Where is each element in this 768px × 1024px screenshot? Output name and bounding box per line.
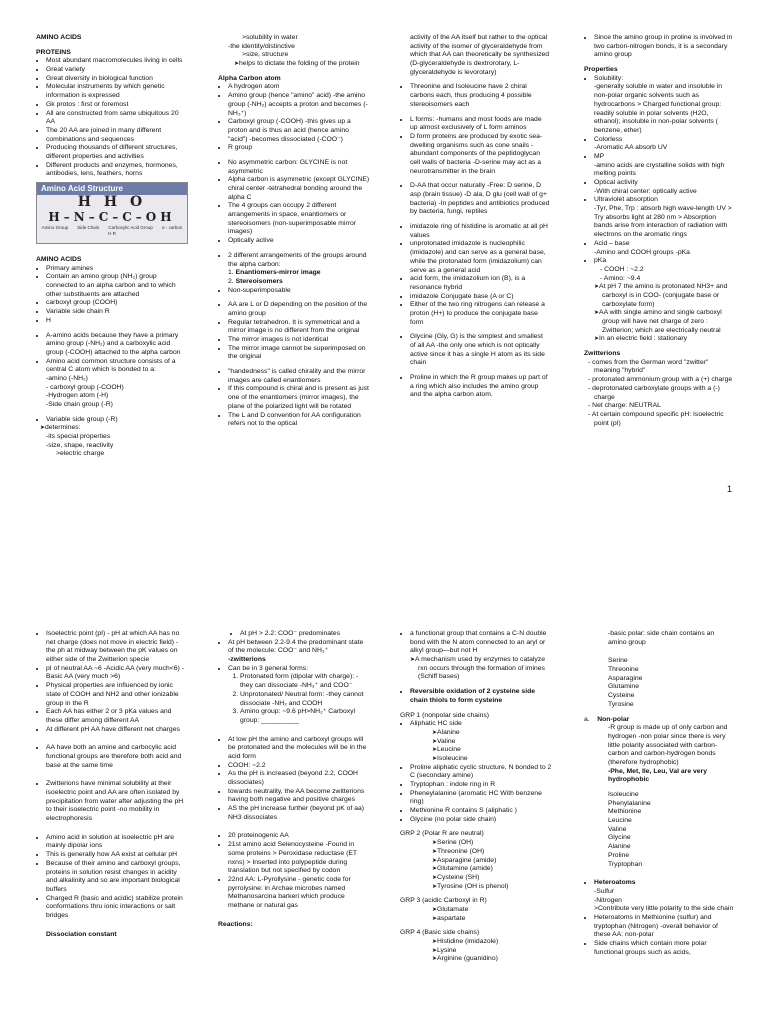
amino-acid-structure-figure (36, 182, 188, 244)
polar-list (584, 657, 734, 709)
list-item: • 20 proteinogenic AA (228, 832, 370, 841)
colorless-text: -Aromatic AA absorb UV (594, 144, 668, 152)
doc-title: AMINO ACIDS (36, 34, 82, 41)
arrangement-numbered (218, 269, 370, 286)
forms-list (400, 116, 550, 177)
list-item: • Primary amines (46, 265, 186, 274)
grp2-heading: GRP 2 (Polar R are neutral) (400, 830, 484, 838)
list-item: • A hydrogen atom (228, 83, 370, 92)
glycine-list (218, 159, 370, 246)
grp4-heading: GRP 4 (Basic side chains) (400, 929, 480, 937)
cysteine-list (400, 688, 552, 705)
aa-list-2 (36, 332, 186, 375)
nonsuper-list (218, 287, 370, 296)
p1-column-3 (400, 34, 550, 400)
ph-behaviour-list (218, 736, 370, 823)
text-line: >size, structure (242, 51, 289, 59)
list-item: • All are constructed from same ubiquitous 20 AA (46, 110, 186, 127)
list-item: ➤ Threonine (OH) (440, 848, 552, 857)
list-item: • pI of neutral AA ~6 -Acidic AA (very much<6) -Basic AA (very much >6) (46, 665, 186, 682)
list-item: • Producing thousands of different structures, different properties and activities (46, 144, 186, 161)
list-item: • As the pH is increased (beyond 2.2, COOH dissociates) (228, 770, 370, 787)
grp4-arrows (400, 938, 552, 964)
list-item: • Proline in which the R group makes up part of a ring which also includes the amino group and the alpha carbon atom. (410, 374, 550, 400)
list-item: ➤ Asparagine (amide) (440, 857, 552, 866)
pi-list (36, 630, 186, 734)
list-item: • L forms: -humans and most foods are made up almost exclusively of L form aminos (410, 116, 550, 133)
text-line: >solubility in water (242, 34, 298, 41)
list-item: • This is generally how AA exist at cellular pH (46, 851, 186, 860)
list-item: • Amino group (hence "amino" acid) -the amino group (-NH₂) accepts a proton and becomes (-NH₃⁺) (228, 92, 370, 118)
list-item: • Optically active (228, 237, 370, 246)
list-item: • Physical properties are influenced by ionic state of COOH and NH2 and other ionizable group in the R (46, 682, 186, 708)
zwitterions-list (584, 359, 734, 429)
list-item: • Great variety (46, 66, 186, 75)
solution-list (36, 834, 186, 921)
list-item: >Contribute very little polarity to the side chain (594, 905, 734, 913)
list-item (594, 136, 734, 153)
list-item: • Proline aliphatic cyclic structure, N bonded to 2 C (secondary amine) (410, 764, 552, 781)
hetero-items (584, 914, 734, 957)
pka-list (584, 266, 734, 283)
list-item: • Most abundant macromolecules living in cells (46, 57, 186, 66)
list-item: ➤ Glutamine (amide) (440, 865, 552, 874)
list-item: 3. Amino group: ~9.6 pH>NH₂⁺ Carboxyl group: __________ (240, 708, 370, 725)
optical-text: -With chiral center: optically active (594, 187, 697, 195)
acid-text: -Amino and COOH groups -pKa (594, 248, 690, 256)
list-item: >electric charge (56, 450, 105, 458)
list-item: Serine (608, 657, 628, 665)
grp1-heading: GRP 1 (nonpolar side chains) (400, 711, 490, 719)
handedness-list (218, 368, 370, 429)
list-item: -Side chain group (-R) (46, 401, 113, 408)
list-item: Glycine (608, 834, 631, 842)
threonine-list (400, 83, 550, 109)
list-item: ➤ Lysine (440, 947, 552, 956)
glycine-note (400, 333, 550, 368)
list-item: Valine (608, 825, 627, 833)
alpha-heading: Alpha Carbon atom (218, 74, 281, 82)
list-item: • AA have both an amine and carbocylic acid functional groups are therefore both acid and base at the same time (46, 744, 186, 770)
heteroatoms-list (584, 879, 734, 888)
heteroatoms-heading: • Heteroatoms (594, 879, 734, 888)
list-item: ➤ At pH 7 the amino is protonated NH3+ and carboxyl is in COO- (conjugate base or carboxylate form) (602, 283, 734, 309)
list-item: • Zwitterions have minimal solubility at their isoelectric point and AA are often isolated by precipitation from water after adjusting the pH to their isoelectric point -no mobility in electrophoresis (46, 780, 186, 823)
list-item: • Either of the two ring nitrogens can release a proton (H+) to produce the conjugate base form (410, 301, 550, 327)
properties-list (584, 75, 734, 266)
p2-column-2 (218, 630, 370, 929)
list-item: • At low pH the amino and carboxyl groups will be protonated and the molecules will be in the acid form (228, 736, 370, 762)
proline-note (400, 374, 550, 400)
aa-heading: AMINO ACIDS (36, 256, 82, 263)
item-letter: a. (584, 715, 590, 723)
imine-arrow (400, 656, 552, 682)
daa-list (400, 182, 550, 217)
number: 2. (228, 277, 234, 285)
list-item (594, 196, 734, 239)
list-item: Cysteine (608, 692, 635, 700)
list-item: • imidazole Conjugate base (A or C) (410, 293, 550, 302)
list-item: • The mirror images is not identical (228, 336, 370, 345)
list-item: • 2 different arrangements of the groups around the alpha carbon: (228, 252, 370, 269)
list-item (594, 179, 734, 196)
list-item: • acid form, the imidazolium ion (B), is a resonance hybrid (410, 275, 550, 292)
list-item (228, 269, 370, 278)
list-item: • 22nd AA: L-Pyrollysine - genetic code for pyrrolysine: in Archae microbes named Methanosarcina barkeri which produce methane or natural gas (228, 876, 370, 911)
list-item: ➤ helps to dictate the folding of the protein (242, 60, 370, 69)
list-item: • Can be in 3 general forms: (228, 665, 370, 674)
list-item: • The L and D convention for AA configuration refers not to the optical (228, 412, 370, 429)
zwitterion-solubility-list (36, 780, 186, 823)
p2-column-1 (36, 630, 186, 939)
list-item: • COOH: ~2.2 (228, 762, 370, 771)
list-item: - comes from the German word "zwitter" meaning "hybrid" (594, 359, 734, 376)
basic-polar-text: -basic polar: side chain contains an amino group (608, 630, 715, 646)
list-item: -amino (-NH₂) (46, 374, 88, 382)
nonpolar-bold: -Phe, Met, Ile, Leu, Val are very hydrophobic (608, 767, 707, 784)
list-item: • The 4 groups can occupy 2 different arrangements in space, enantiomers or stereoisomers (non-superimposable mirror images) (228, 202, 370, 237)
list-item: • H (46, 317, 186, 326)
list-item: • Contain an amino group (NH₂) group connected to an alpha carbon and to which other substituents are attached (46, 273, 186, 299)
list-item: • AA are L or D depending on the position of the amino group (228, 301, 370, 318)
list-item: • A-amino acids because they have a primary amino group (-NH₂) and a carboxylic acid group (-COOH) attached to the alpha carbon (46, 332, 186, 358)
list-item: • pKa (594, 257, 734, 266)
p2-column-4 (584, 630, 734, 957)
list-item: • Amino acid common structure consists of a central C atom which is bonded to a: (46, 358, 186, 375)
grp1-list (400, 720, 552, 729)
ph-between (218, 639, 370, 674)
list-item: ➤ Isoleucine (440, 755, 552, 764)
dissociation-heading: Dissociation constant (46, 930, 117, 938)
list-item: Isoleucine (608, 791, 639, 798)
nonpolar-text: -R group is made up of only carbon and hydrogen -non polar since there is very little polarity associated with carbon-carbon and carbon-hydrogen bonds (therefore hydrophobic) (608, 724, 728, 766)
list-item: • Non-superimposable (228, 287, 370, 296)
structure-formula-top: H H O (77, 194, 147, 211)
list-item: ➤ Tyrosine (OH is phenol) (440, 883, 552, 892)
solubility-label: • Solubility: (594, 74, 624, 82)
list-item: ➤ determines: (48, 424, 186, 433)
list-item: Asparagine (608, 674, 643, 682)
list-item: • Methionine R contains S (aliphatic ) (410, 807, 552, 816)
list-item: • Tryptophan : indole ring in R (410, 781, 552, 790)
structure-label: α - carbon (162, 225, 183, 231)
list-item: • D form proteins are produced by exotic sea-dwelling organisms such as cone snails -abundant components of the peptidoglycan cell walls of bacteria -D-serine may act as a neurotransmitter in the brain (410, 133, 550, 176)
list-item: • a functional group that contains a C-N double bond with the N atom connected to an aryl or alkyl group—but not H (410, 630, 552, 656)
variable-list (36, 416, 186, 425)
structure-label: Side Chain (77, 225, 100, 231)
aa-list (36, 265, 186, 326)
list-item: • "handedness" is called chirality and the mirror images are called enantiomers (228, 368, 370, 385)
list-item: Tyrosine (608, 700, 634, 708)
list-item (594, 240, 734, 257)
nonpolar-row (584, 716, 734, 725)
list-item: • Glycine (Gly, G) is the simplest and smallest of all AA -the only one which is not optically active since it has a single H atom as its side chain (410, 333, 550, 368)
list-item: • Since the amino group in proline is involved in two carbon-nitrogen bonds, it is a secondary amino group (594, 34, 734, 60)
list-item: • Charged R (basic and acidic) stabilize protein conformations thru ionic interactions or salt bridges (46, 895, 186, 921)
list-item: Glutamine (608, 683, 639, 691)
alpha-list (218, 83, 370, 153)
pka-arrows (584, 283, 734, 344)
p1-column-1 (36, 34, 186, 459)
list-item: • Variable side chain R (46, 308, 186, 317)
list-item: - Amino: ~9.4 (606, 275, 734, 284)
list-item: • Gk protos : first or foremost (46, 101, 186, 110)
list-item: • Because of their amino and carboxyl groups, proteins in solution resist changes in acidity and alkalinity and so are important biological buffers (46, 860, 186, 895)
p2-column-3 (400, 630, 552, 964)
list-item: • Each AA has either 2 or 3 pKa values and these differ among different AA (46, 708, 186, 725)
forms-list (218, 673, 370, 725)
list-item: ➤ Histidine (imidazole) (440, 938, 552, 947)
list-item: -size, shape, reactivity (46, 441, 114, 449)
grp1-more (400, 764, 552, 825)
nonpolar-list (584, 791, 734, 869)
grp2-arrows (400, 839, 552, 891)
grp3-arrows (400, 906, 552, 923)
list-item: • Great diversity in biological function (46, 75, 186, 84)
list-item: Alanine (608, 843, 631, 851)
list-item (594, 153, 734, 179)
list-item: ➤ In an electric field : stationary (602, 335, 734, 344)
list-item: -Hydrogen atom (-H) (46, 392, 109, 400)
list-item: Threonine (608, 666, 639, 674)
number: 1. (228, 269, 234, 277)
list-item: • Reversible oxidation of 2 cysteine side chain thiols to form cysteine (410, 688, 552, 705)
list-item: • Different products and enzymes, hormones, antibodies, lens, feathers, horns (46, 162, 186, 179)
acid-label: • Acid – base (594, 239, 630, 247)
list-item: -Sulfur (594, 887, 615, 895)
list-item: • Threonine and Isoleucine have 2 chiral carbons each, thus producing 4 possible stereoisomers each (410, 83, 550, 109)
list-item: • The mirror image cannot be superimposed on the original (228, 345, 370, 362)
list-item: ➤ Cysteine (SH) (440, 874, 552, 883)
list-item: • At different pH AA have different net charges (46, 726, 186, 735)
list-item: ➤ Alanine (440, 729, 552, 738)
list-item: • If this compound is chiral and is present as just one of the enantiomers (mirror images), the plane of the polarized light will be rotated (228, 385, 370, 411)
list-item: • carboxyl group (COOH) (46, 299, 186, 308)
list-item: Proline (608, 851, 630, 859)
list-item: ➤ Glutamate (440, 906, 552, 915)
helps-arrow (218, 60, 370, 69)
list-item: -Nitrogen (594, 896, 622, 904)
list-item (228, 278, 370, 287)
list-item: Phenylalanine (608, 799, 651, 807)
list-item: • Variable side group (-R) (46, 416, 186, 425)
proline-secondary (584, 34, 734, 60)
list-item: • D-AA that occur naturally -Free: D serine, D asp (brain tissue) -D ala, D glu (cell wall of g+ bacteria) -In peptides and antibiotics produced by bacteria, fungi, reptiles (410, 182, 550, 217)
list-item: - At certain compound specific pH: Isoelectric point (pI) (594, 411, 734, 428)
arrangement-list (218, 252, 370, 269)
uv-text: -Tyr, Phe, Trp : absorb high wave-length UV > Try absorbs light at 280 nm > Absorption bands arise from interaction of radiation with electrons on the aromatic rings (594, 205, 732, 239)
grp1-arrows (400, 729, 552, 764)
list-item: • 21st amino acid Selenocysteine -Found in some proteins > Peroxidase reductase (ET nxns) > Inserted into polypeptide during translation but not specified by codon (228, 841, 370, 876)
text-block: activity of the AA itself but rather to the optical activity of the isomer of glyceraldehyde from which that AA can theoretically be synthesized (D-glyceraldehyde is dextrorotary, L-glyceraldehyde is levorotary) (410, 34, 550, 76)
structure-label: Carboxylic Acid Group (108, 225, 153, 231)
list-item: • AS the pH increase further (beyond pK of aa) NH3 dissociates (228, 805, 370, 822)
page-1 (0, 0, 768, 510)
list-item: 2. Unprotonated/ Neutral form: -they cannot dissociate -NH₂ and COOH (240, 691, 370, 708)
list-item: ➤ AA with single amino and single carboxyl group will have net charge of zero : Zwitterion; which are electrically neutral (602, 309, 734, 335)
list-item: • Pheneylalanine (aromatic HC With benzene ring) (410, 790, 552, 807)
p1-column-4 (584, 34, 734, 428)
list-item: Tryptophan (608, 860, 643, 868)
list-item: Leucine (608, 817, 632, 825)
list-item: - COOH : ~2.2 (606, 266, 734, 275)
zwitterions-heading: Zwitterions (584, 350, 621, 358)
list-item: - carboxyl group (-COOH) (46, 383, 124, 391)
list-item: ➤ Leucine (440, 746, 552, 755)
imine-list (400, 630, 552, 656)
ph-top (218, 630, 370, 639)
reactions-heading: Reactions: (218, 920, 253, 928)
list-item: • Carboxyl group (-COOH) -this gives up a proton and is thus an acid (hence amino "acid") -becomes dissociated (-COO⁻) (228, 118, 370, 144)
proteinogenic-list (218, 832, 370, 910)
page-number: 1 (726, 484, 732, 495)
lord-list (218, 301, 370, 362)
list-item: • The 20 AA are joined in many different combinations and sequences (46, 127, 186, 144)
list-item (228, 639, 370, 665)
list-item: • Alpha carbon is asymmetric (except GLYCINE) chiral center -tetrahedral bonding around the alpha C (228, 176, 370, 202)
bonded-list (36, 375, 186, 410)
zwitterions-term: -zwitterions (228, 656, 266, 664)
list-item: • Isoelectric point (pI) - pH at which AA has no net charge (does not move in electric field) -the ph at midway between the pK values on either side of the Zwitterion specie (46, 630, 186, 665)
structure-title: Amino Acid Structure (37, 183, 187, 195)
list-item: - deprotonated carboxylate groups with a (-) charge (594, 385, 734, 402)
acid-base-list (36, 744, 186, 770)
stereoisomers: Stereoisomers (235, 277, 283, 285)
determines-list (36, 433, 186, 459)
p1-column-2 (218, 34, 370, 429)
list-item: • R group (228, 144, 370, 153)
list-item: ➤ A mechanism used by enzymes to catalyze rxn occurs through the formation of imines (Schiff bases) (418, 656, 552, 682)
proteins-list (36, 57, 186, 179)
determines-arrow (36, 424, 186, 433)
list-item: • Molecular instruments by which genetic information is expressed (46, 83, 186, 100)
proteins-heading: PROTEINS (36, 48, 71, 56)
text-line: -the identity/distinctive (228, 42, 295, 50)
list-item: • Regular tetrahedron. It is symmetrical and a mirror image is no different from the original (228, 319, 370, 336)
optical-label: • Optical activity (594, 179, 638, 186)
structure-formula-mid: H–N–C–C–OH (48, 210, 176, 225)
structure-label: Amino Group (41, 225, 69, 231)
enantiomers: Enantiomers-mirror image (235, 269, 321, 277)
list-item: - Net charge: NEUTRAL (594, 402, 734, 411)
list-item: • At pH > 2.2: COO⁻ predominates (240, 630, 370, 639)
list-item: ➤ Arginine (guanidino) (440, 955, 552, 964)
list-item: • imidazole ring of histidine is aromatic at all pH values (410, 223, 550, 240)
list-item: • Aliphatic HC side (410, 720, 552, 729)
hetero-lines (584, 888, 734, 914)
list-item: 1. Protonated form (dipolar with charge): -they can dissociate -NH₃⁺ and COO⁻ (240, 673, 370, 690)
mp-label: • MP (594, 152, 605, 160)
properties-heading: Properties (584, 66, 618, 74)
ph-between-text: At pH between 2.2-9.4 the predominant state of the molecule: COO⁻ and NH₃⁺ (228, 638, 364, 655)
list-item: • Side chains which contain more polar functional groups such as acids, (594, 940, 734, 957)
page-2 (0, 514, 768, 1024)
list-item: - protonated ammonium group with a (+) charge (594, 376, 734, 385)
list-item: ➤ Valine (440, 738, 552, 747)
colorless-label: • Colorless (594, 135, 623, 143)
list-item: • Heteroatoms in Methionine (sulfur) and tryptophan (Nitrogen) -overall behavior of these AA: non-polar (594, 914, 734, 940)
list-item: ➤ aspartate (440, 915, 552, 924)
list-item (594, 75, 734, 136)
structure-formula-bottom: H R (108, 230, 116, 236)
solubility-text: -generally soluble in water and insoluble in non-polar organic solvents such as hydrocarbons > Charged functional group: readily soluble in polar solvents (H2O, ethanol); insoluble in non-polar solvents ( benzene, ether) (594, 83, 723, 134)
uv-label: • Ultraviolet absorption (594, 196, 658, 204)
list-item: Methionine (608, 808, 642, 816)
mp-text: -amino acids are crystalline solids with high melting points (594, 161, 725, 178)
grp3-heading: GRP 3 (acidic Carboxyl in R) (400, 897, 487, 905)
nonpolar-heading: Non-polar (597, 715, 630, 723)
list-item: • Amino acid in solution at isoelectric pH are mainly dipolar ions (46, 834, 186, 851)
list-item: • No asymmetric carbon: GLYCINE is not asymmetric (228, 159, 370, 176)
list-item: • towards neutrality, the AA become zwitterions having both negative and positive charges (228, 788, 370, 805)
list-item: -its special properties (46, 433, 111, 441)
imidazole-list (400, 223, 550, 327)
list-item: • unprotonated imidazole is nucleophilic (imidazole) and can serve as a general base, while the protonated form (imidazolium) can serve as a general acid (410, 240, 550, 275)
list-item: • Glycine (no polar side chain) (410, 816, 552, 825)
list-item: ➤ Serine (OH) (440, 839, 552, 848)
